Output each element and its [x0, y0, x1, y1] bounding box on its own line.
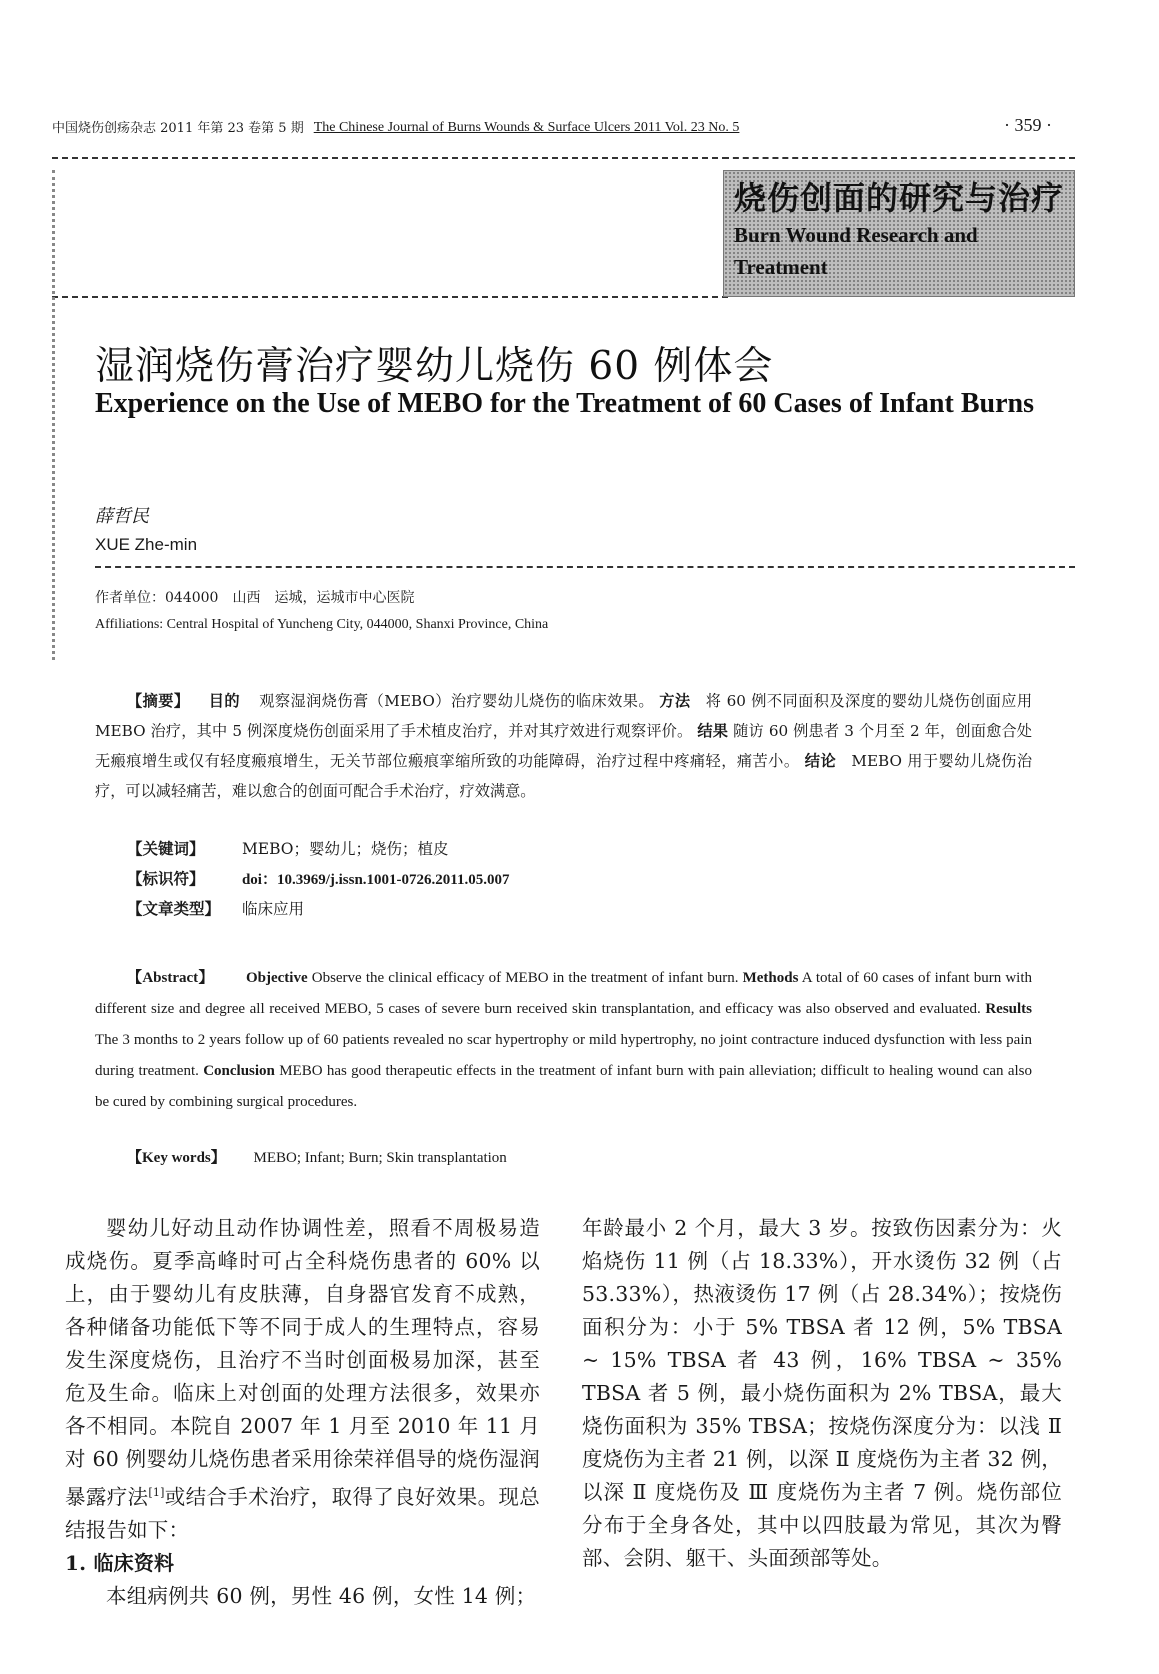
keywords-en-row — [127, 1146, 507, 1167]
keywords-label-cn: 【关键词】 — [127, 839, 205, 858]
reference-mark: [1] — [148, 1486, 165, 1499]
author-name-cn: 薛哲民 — [95, 506, 149, 527]
methods-label-en: Methods — [742, 970, 799, 986]
results-text-cn: 随访 60 例患者 3 个月至 2 年，创面愈合处无瘢痕增生或仅有轻度瘢痕增生，无关节部位瘢痕挛缩所致的功能障碍，治疗过程中疼痛轻，痛苦小。 — [95, 722, 1032, 770]
methods-label-cn: 方法 — [659, 692, 691, 710]
keywords-value-en: MEBO; Infant; Burn; Skin transplantation — [253, 1150, 507, 1166]
objective-label-en: Objective — [245, 970, 308, 986]
abstract-label-cn: 【摘要】 — [127, 692, 190, 710]
journal-name-en: The Chinese Journal of Burns Wounds & Surface Ulcers 2011 Vol. 23 No. 5 — [313, 120, 740, 135]
article-title-cn: 湿润烧伤膏治疗婴幼儿烧伤 60 例体会 — [95, 344, 774, 389]
methods-text-cn: 将 60 例不同面积及深度的婴幼儿烧伤创面应用 MEBO 治疗，其中 5 例深度烧伤创面采用了手术植皮治疗，并对其疗效进行观察评价。 — [95, 692, 1033, 740]
section-banner — [723, 170, 1075, 297]
article-type-label: 【文章类型】 — [127, 899, 221, 918]
identifier-row — [127, 867, 509, 889]
abstract-cn — [95, 686, 1032, 806]
methods-text-en: A total of 60 cases of infant burn with different size and degree all received MEBO, 5 cases of severe burn received skin transplantation, and efficacy was also observed and evaluated. — [95, 970, 1032, 1017]
top-rule-right — [723, 157, 1075, 159]
clinical-data-paragraph: 本组病例共 60 例，男性 46 例，女性 14 例； — [106, 1583, 537, 1608]
objective-text-cn: 观察湿润烧伤膏（MEBO）治疗婴幼儿烧伤的临床效果。 — [259, 692, 654, 710]
body-right-column — [582, 1212, 1062, 1575]
top-rule-left — [52, 157, 728, 159]
intro-text: 婴幼儿好动且动作协调性差，照看不周极易造成烧伤。夏季高峰时可占全科烧伤患者的 60% 以上，由于婴幼儿有皮肤薄，自身器官发育不成熟，各种储备功能低下等不同于成人的生理特点，容易发生深度烧伤，且治疗不当时创面极易加深，甚至危及生命。临床上对创面的处理方法很多，效果亦各不相同。本院自 2007 年 1 月至 2010 年 11 月对 60 例婴幼儿烧伤患者采用徐荣祥倡导的烧伤湿润暴露疗法 — [65, 1216, 540, 1509]
article-type-row — [127, 897, 304, 919]
clinical-data-continued: 年龄最小 2 个月，最大 3 岁。按致伤因素分为：火焰烧伤 11 例（占 18.33%），开水烫伤 32 例（占 53.33%），热液烫伤 17 例（占 28.34%）；按烧伤面积分为：小于 5% TBSA 者 12 例，5% TBSA ~ 15% TBSA 者 43 例，16% TBSA ~ 35% TBSA 者 5 例，最小烧伤面积为 2% TBSA，最大烧伤面积为 35% TBSA；按烧伤深度分为：以浅 Ⅱ 度烧伤为主者 21 例，以深 Ⅱ 度烧伤为主者 32 例，以深 Ⅱ 度烧伤及 Ⅲ 度烧伤为主者 7 例。烧伤部位分布于全身各处，其中以四肢最为常见，其次为臀部、会阴、躯干、头面颈部等处。 — [582, 1216, 1063, 1570]
article-type-value: 临床应用 — [241, 900, 304, 918]
margin-dotted-line — [52, 170, 59, 660]
objective-text-en: Observe the clinical efficacy of MEBO in the treatment of infant burn. — [311, 970, 739, 986]
intro-paragraph — [65, 1212, 540, 1547]
body-left-column — [65, 1212, 540, 1613]
page-number: · 359 · — [1004, 115, 1052, 135]
running-header — [52, 112, 1052, 136]
keywords-cn-row — [127, 837, 449, 859]
author-name-en: XUE Zhe-min — [95, 535, 198, 554]
objective-label-cn: 目的 — [208, 692, 241, 710]
abstract-en — [95, 963, 1032, 1118]
conclusion-text-en: MEBO has good therapeutic effects in the treatment of infant burn with pain alleviation; difficult to healing wound can also be cured by combining surgical procedures. — [95, 1063, 1032, 1110]
doi-value: doi：10.3969/j.issn.1001-0726.2011.05.007 — [241, 872, 510, 888]
conclusion-label-en: Conclusion — [203, 1063, 275, 1079]
author-rule — [95, 566, 1075, 568]
identifier-label: 【标识符】 — [127, 869, 205, 888]
conclusion-label-cn: 结论 — [804, 752, 837, 770]
conclusion-text-cn: MEBO 用于婴幼儿烧伤治疗，可以减轻痛苦，难以愈合的创面可配合手术治疗，疗效满意。 — [95, 752, 1033, 800]
intro-tail-text: 或结合手术治疗，取得了良好效果。现总结报告如下： — [65, 1484, 540, 1542]
section-title-en: Burn Wound Research and Treatment — [734, 223, 978, 279]
abstract-label-en: 【Abstract】 — [127, 970, 214, 986]
article-title-en: Experience on the Use of MEBO for the Treatment of 60 Cases of Infant Burns — [95, 388, 1034, 419]
journal-name-cn: 中国烧伤创疡杂志 2011 年第 23 卷第 5 期 — [52, 121, 304, 136]
affiliation-cn: 作者单位：044000 山西 运城，运城市中心医院 — [95, 590, 415, 606]
affiliation-en: Affiliations: Central Hospital of Yuncheng City, 044000, Shanxi Province, China — [95, 617, 549, 632]
keywords-label-en: 【Key words】 — [127, 1150, 226, 1166]
section-title-cn: 烧伤创面的研究与治疗 — [734, 179, 1065, 217]
section-rule — [52, 296, 728, 298]
section-heading-1: 1. 临床资料 — [65, 1550, 175, 1575]
keywords-value-cn: MEBO；婴幼儿；烧伤；植皮 — [241, 840, 449, 858]
results-label-cn: 结果 — [697, 722, 729, 740]
results-label-en: Results — [985, 1001, 1033, 1017]
results-text-en: The 3 months to 2 years follow up of 60 patients revealed no scar hypertrophy or mild hypertrophy, no joint contracture induced dysfunction with less pain during treatment. — [95, 1032, 1032, 1079]
